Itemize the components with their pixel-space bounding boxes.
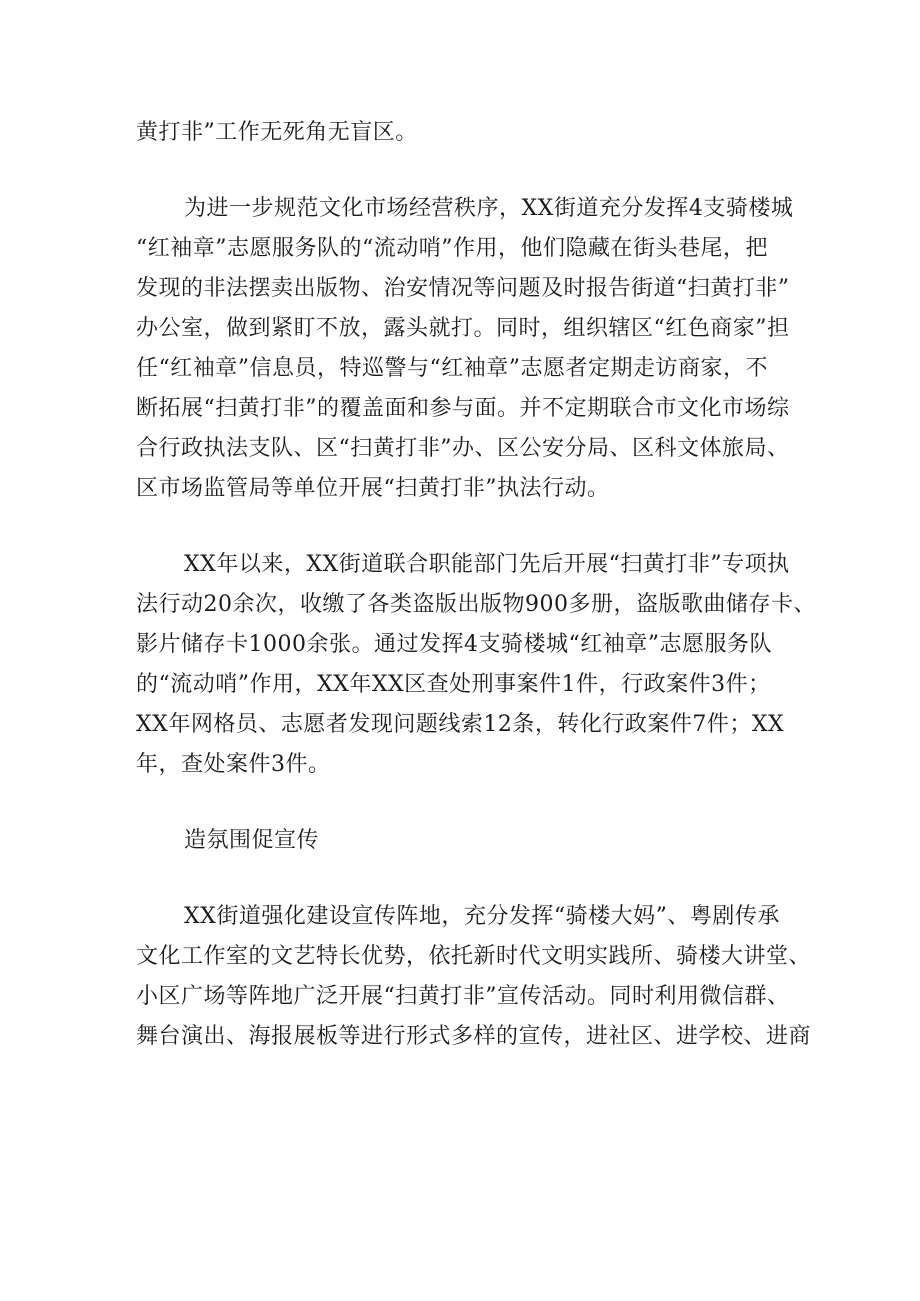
text-line: 区市场监管局等单位开展“扫黄打非”执法行动。 (136, 476, 610, 501)
text-line: 法行动20余次，收缴了各类盗版出版物900多册，盗版歌曲储存卡、 (136, 592, 816, 617)
paragraph-continuation (136, 113, 784, 153)
paragraph-publicity (136, 897, 812, 1057)
text-line: XX年网格员、志愿者发现问题线索12条，转化行政案件7件；XX (136, 712, 785, 737)
text-line: 小区广场等阵地广泛开展“扫黄打非”宣传活动。同时利用微信群、 (136, 984, 790, 1009)
text-line: 影片储存卡1000余张。通过发挥4支骑楼城“红袖章”志愿服务队 (136, 632, 772, 657)
text-line: 年，查处案件3件。 (136, 752, 331, 777)
text-line: 的“流动哨”作用，XX年XX区查处刑事案件1件，行政案件3件； (136, 672, 771, 697)
paragraph-enforcement-results (136, 545, 816, 785)
text-line: 合行政执法支队、区“扫黄打非”办、区公安分局、区科文体旅局、 (136, 436, 790, 461)
text-line: 任“红袖章”信息员，特巡警与“红袖章”志愿者定期走访商家，不 (136, 356, 768, 381)
text-line: 办公室，做到紧盯不放，露头就打。同时，组织辖区“红色商家”担 (136, 316, 790, 341)
text-line: 为进一步规范文化市场经营秩序，XX街道充分发挥4支骑楼城 (184, 196, 794, 221)
text-line: 舞台演出、海报展板等进行形式多样的宣传，进社区、进学校、进商 (136, 1024, 812, 1049)
text-line: 黄打非”工作无死角无盲区。 (136, 120, 418, 145)
section-heading (136, 821, 784, 861)
text-line: XX街道强化建设宣传阵地，充分发挥“骑楼大妈”、粤剧传承 (184, 904, 780, 929)
text-line: 断拓展“扫黄打非”的覆盖面和参与面。并不定期联合市文化市场综 (136, 396, 790, 421)
section-heading-text: 造氛围促宣传 (184, 828, 320, 853)
text-line: XX年以来，XX街道联合职能部门先后开展“扫黄打非”专项执 (184, 552, 790, 577)
text-line: “红袖章”志愿服务队的“流动哨”作用，他们隐藏在街头巷尾，把 (136, 236, 768, 261)
text-line: 发现的非法摆卖出版物、治安情况等问题及时报告街道“扫黄打非” (136, 276, 790, 301)
text-line: 文化工作室的文艺特长优势，依托新时代文明实践所、骑楼大讲堂、 (136, 944, 812, 969)
paragraph-market-order (136, 189, 794, 509)
